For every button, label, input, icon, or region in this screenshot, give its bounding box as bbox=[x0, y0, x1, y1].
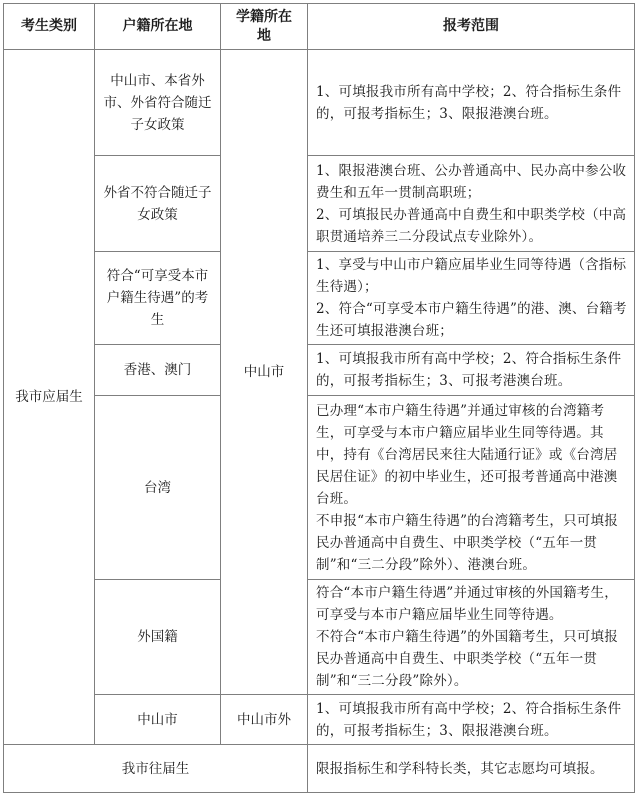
scope-paragraph: 1、可填报我市所有高中学校；2、符合指标生条件的，可报考指标生；3、限报港澳台班。 bbox=[316, 700, 622, 739]
table-row bbox=[4, 252, 635, 345]
header-scope: 报考范围 bbox=[308, 4, 635, 50]
hukou-cell: 外省不符合随迁子女政策 bbox=[95, 156, 221, 252]
scope-cell bbox=[308, 50, 635, 156]
scope-cell bbox=[308, 580, 635, 695]
scope-paragraph: 1、限报港澳台班、公办普通高中、民办高中参公收费生和五年一贯制高职班； bbox=[316, 162, 627, 201]
hukou-cell: 外国籍 bbox=[95, 580, 221, 695]
hukou-cell: 台湾 bbox=[95, 396, 221, 580]
table-row bbox=[4, 396, 635, 580]
scope-paragraph: 符合“本市户籍生待遇”并通过审核的外国籍考生，可享受与本市户籍应届毕业生同等待遇。 bbox=[316, 585, 618, 623]
scope-cell bbox=[308, 252, 635, 345]
table-row bbox=[4, 156, 635, 252]
table-row bbox=[4, 345, 635, 396]
header-category: 考生类别 bbox=[4, 4, 95, 50]
scope-paragraph: 1、可填报我市所有高中学校；2、符合指标生条件的，可报考指标生；3、限报港澳台班。 bbox=[316, 83, 622, 122]
scope-cell: 限报指标生和学科特长类，其它志愿均可填报。 bbox=[308, 745, 635, 793]
scope-paragraph: 2、符合“可享受本市户籍生待遇”的港、澳、台籍考生还可填报港澳台班； bbox=[316, 301, 627, 339]
hukou-cell: 中山市、本省外市、外省符合随迁子女政策 bbox=[95, 50, 221, 156]
table-row bbox=[4, 50, 635, 156]
scope-paragraph: 1、享受与中山市户籍应届毕业生同等待遇（含指标生待遇）； bbox=[316, 257, 627, 295]
scope-paragraph: 不符合“本市户籍生待遇”的外国籍考生，只可填报民办普通高中自费生、中职类学校（“五年一贯制”和“三二分段”除外）。 bbox=[316, 629, 618, 689]
header-xueji: 学籍所在地 bbox=[221, 4, 308, 50]
hukou-cell: 中山市 bbox=[95, 695, 221, 745]
hukou-cell: 香港、澳门 bbox=[95, 345, 221, 396]
category-current-grads: 我市应届生 bbox=[4, 50, 95, 745]
table-row bbox=[4, 745, 635, 793]
scope-paragraph: 1、可填报我市所有高中学校；2、符合指标生条件的，可报考指标生；3、可报考港澳台班。 bbox=[316, 351, 622, 389]
header-row bbox=[4, 4, 635, 50]
admission-scope-table bbox=[3, 3, 635, 793]
scope-cell bbox=[308, 345, 635, 396]
xueji-zhongshan: 中山市 bbox=[221, 50, 308, 695]
scope-cell bbox=[308, 695, 635, 745]
scope-paragraph: 2、可填报民办普通高中自费生和中职类学校（中高职贯通培养三二分段试点专业除外）。 bbox=[316, 206, 627, 245]
xueji-outside: 中山市外 bbox=[221, 695, 308, 745]
hukou-cell: 符合“可享受本市户籍生待遇”的考生 bbox=[95, 252, 221, 345]
scope-cell bbox=[308, 396, 635, 580]
scope-paragraph: 已办理“本市户籍生待遇”并通过审核的台湾籍考生，可享受与本市户籍应届毕业生同等待遇。其中，持有《台湾居民来往大陆通行证》或《台湾居民居住证》的初中毕业生，还可报考普通高中港澳台班。 bbox=[316, 402, 618, 507]
scope-cell bbox=[308, 156, 635, 252]
header-hukou: 户籍所在地 bbox=[95, 4, 221, 50]
table-row bbox=[4, 695, 635, 745]
table-row bbox=[4, 580, 635, 695]
category-past-grads: 我市往届生 bbox=[4, 745, 308, 793]
scope-paragraph: 不申报“本市户籍生待遇”的台湾籍考生，只可填报民办普通高中自费生、中职类学校（“五年一贯制”和“三二分段”除外）、港澳台班。 bbox=[316, 512, 618, 573]
